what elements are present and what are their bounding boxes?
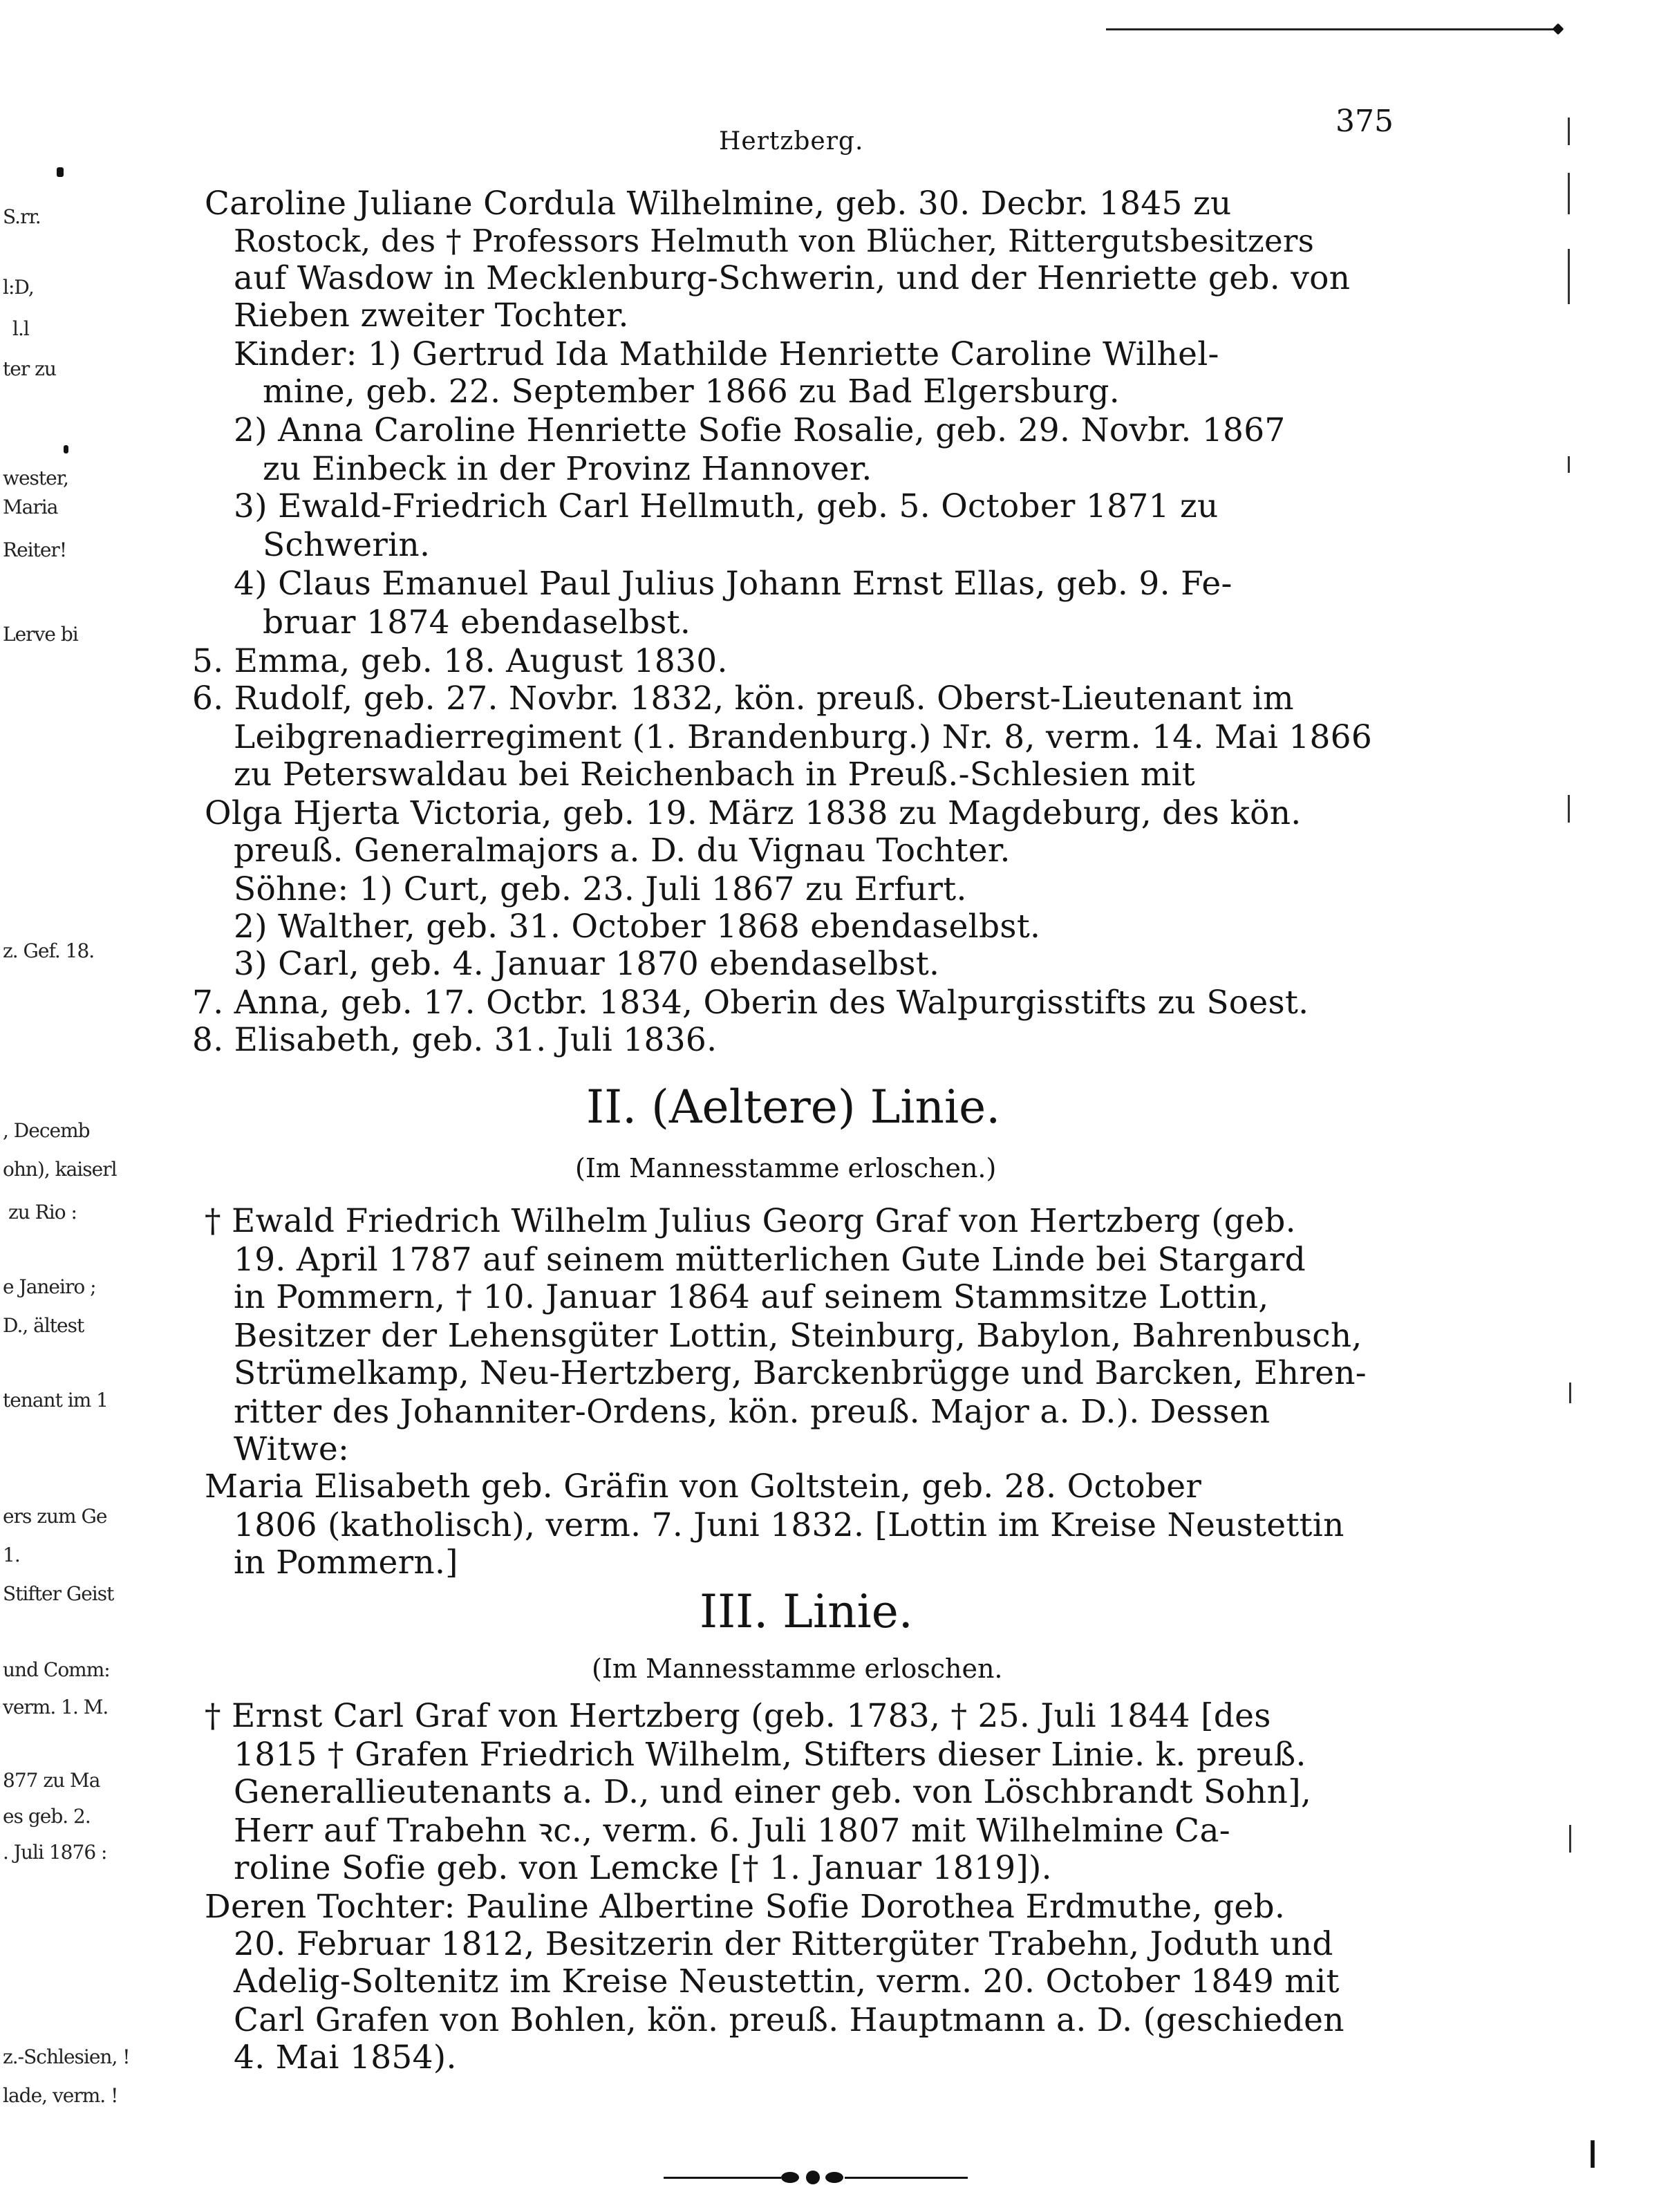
- text-line: 2) Anna Caroline Henriette Sofie Rosalie, geb. 29. Novbr. 1867: [234, 411, 1286, 449]
- margin-fragment: Maria: [3, 496, 58, 518]
- text-line: Maria Elisabeth geb. Gräfin von Goltstein, geb. 28. October: [205, 1468, 1202, 1506]
- margin-fragment: ers zum Ge: [3, 1505, 107, 1528]
- margin-fragment: , Decemb: [3, 1119, 90, 1142]
- edge-mark: [1569, 1382, 1571, 1403]
- text-line: 3) Ewald-Friedrich Carl Hellmuth, geb. 5. October 1871 zu: [234, 487, 1219, 525]
- text-line: 7. Anna, geb. 17. Octbr. 1834, Oberin des Walpurgisstifts zu Soest.: [192, 984, 1309, 1022]
- text-line: bruar 1874 ebendaselbst.: [263, 603, 691, 641]
- section-subheading: (Im Mannesstamme erloschen.): [575, 1153, 997, 1183]
- text-line: Herr auf Trabehn ꝛc., verm. 6. Juli 1807 mit Wilhelmine Ca-: [234, 1812, 1230, 1850]
- ink-dot: [64, 445, 68, 453]
- margin-fragment: lade, verm. !: [3, 2084, 118, 2107]
- running-head: Hertzberg.: [719, 127, 864, 156]
- margin-fragment: . Juli 1876 :: [3, 1841, 107, 1864]
- margin-fragment: 1.: [3, 1544, 20, 1566]
- text-line: 5. Emma, geb. 18. August 1830.: [192, 642, 728, 680]
- text-line: 6. Rudolf, geb. 27. Novbr. 1832, kön. preuß. Oberst-Lieutenant im: [192, 679, 1294, 718]
- top-rule: [1106, 28, 1555, 30]
- text-line: Witwe:: [234, 1430, 350, 1468]
- margin-fragment: Stifter Geist: [3, 1582, 114, 1605]
- edge-mark: [1568, 249, 1570, 304]
- margin-fragment: z. Gef. 18.: [3, 939, 95, 962]
- margin-fragment: S.rr.: [3, 205, 41, 228]
- margin-fragment: ohn), kaiserl: [3, 1158, 117, 1181]
- text-line: 1806 (katholisch), verm. 7. Juni 1832. [Lottin im Kreise Neustettin: [234, 1506, 1344, 1544]
- text-line: 1815 † Grafen Friedrich Wilhelm, Stifters dieser Linie. k. preuß.: [234, 1736, 1306, 1774]
- text-line: Rostock, des † Professors Helmuth von Blücher, Rittergutsbesitzers: [234, 223, 1315, 259]
- edge-mark: [1568, 118, 1570, 145]
- closing-ornament: [664, 2171, 968, 2184]
- top-rule-end: [1553, 24, 1564, 35]
- text-line: Deren Tochter: Pauline Albertine Sofie Dorothea Erdmuthe, geb.: [205, 1888, 1286, 1926]
- edge-mark: [1568, 456, 1570, 473]
- text-line: Schwerin.: [263, 526, 431, 564]
- text-line: Besitzer der Lehensgüter Lottin, Steinburg, Babylon, Bahrenbusch,: [234, 1317, 1362, 1355]
- text-line: Generallieutenants a. D., und einer geb. von Löschbrandt Sohn],: [234, 1773, 1312, 1811]
- edge-mark: [1569, 1825, 1571, 1853]
- section-subheading: (Im Mannesstamme erloschen.: [592, 1653, 1003, 1684]
- text-line: 19. April 1787 auf seinem mütterlichen Gute Linde bei Stargard: [234, 1241, 1306, 1279]
- text-line: Rieben zweiter Tochter.: [234, 297, 629, 335]
- margin-fragment: wester,: [3, 467, 68, 489]
- ink-dot: [57, 167, 64, 177]
- margin-fragment: Reiter!: [3, 538, 67, 561]
- text-line: Carl Grafen von Bohlen, kön. preuß. Hauptmann a. D. (geschieden: [234, 2001, 1344, 2039]
- margin-fragment: l.l: [12, 317, 29, 340]
- text-line: mine, geb. 22. September 1866 zu Bad Elgersburg.: [263, 373, 1120, 411]
- section-heading: II. (Aeltere) Linie.: [586, 1080, 1001, 1134]
- edge-mark: [1568, 173, 1570, 214]
- text-line: Caroline Juliane Cordula Wilhelmine, geb. 30. Decbr. 1845 zu: [205, 185, 1232, 223]
- text-line: 4) Claus Emanuel Paul Julius Johann Ernst Ellas, geb. 9. Fe-: [234, 565, 1232, 603]
- text-line: 20. Februar 1812, Besitzerin der Rittergüter Trabehn, Joduth und: [234, 1925, 1333, 1963]
- margin-fragment: tenant im 1: [3, 1389, 108, 1412]
- text-line: 8. Elisabeth, geb. 31. Juli 1836.: [192, 1021, 718, 1059]
- text-line: zu Peterswaldau bei Reichenbach in Preuß.-Schlesien mit: [234, 756, 1196, 794]
- margin-fragment: und Comm:: [3, 1658, 110, 1681]
- margin-fragment: zu Rio :: [8, 1201, 77, 1224]
- text-line: ritter des Johanniter-Ordens, kön. preuß. Major a. D.). Dessen: [234, 1393, 1271, 1431]
- page-number: 375: [1335, 104, 1394, 139]
- margin-fragment: es geb. 2.: [3, 1805, 91, 1828]
- margin-fragment: z.-Schlesien, !: [3, 2045, 130, 2068]
- text-line: roline Sofie geb. von Lemcke [† 1. Januar 1819]).: [234, 1849, 1052, 1887]
- margin-fragment: 877 zu Ma: [3, 1769, 100, 1792]
- margin-fragment: verm. 1. M.: [3, 1696, 109, 1718]
- margin-fragment: Lerve bi: [3, 623, 78, 646]
- margin-fragment: e Janeiro ;: [3, 1275, 96, 1298]
- corner-mark: ǀ: [1587, 2133, 1598, 2177]
- text-line: Kinder: 1) Gertrud Ida Mathilde Henriette Caroline Wilhel-: [234, 335, 1219, 373]
- text-line: Strümelkamp, Neu-Hertzberg, Barckenbrügge und Barcken, Ehren-: [234, 1354, 1367, 1392]
- text-line: 4. Mai 1854).: [234, 2038, 457, 2077]
- text-line: zu Einbeck in der Provinz Hannover.: [263, 450, 872, 488]
- text-line: Adelig-Soltenitz im Kreise Neustettin, verm. 20. October 1849 mit: [234, 1962, 1340, 2000]
- margin-fragment: ter zu: [3, 357, 56, 380]
- text-line: 3) Carl, geb. 4. Januar 1870 ebendaselbst.: [234, 945, 940, 983]
- text-line: 2) Walther, geb. 31. October 1868 ebendaselbst.: [234, 908, 1041, 946]
- margin-fragment: l:D,: [3, 276, 34, 299]
- text-line: Olga Hjerta Victoria, geb. 19. März 1838 zu Magdeburg, des kön.: [205, 794, 1302, 832]
- edge-mark: [1568, 795, 1570, 823]
- text-line: in Pommern, † 10. Januar 1864 auf seinem Stammsitze Lottin,: [234, 1278, 1269, 1316]
- text-line: in Pommern.]: [234, 1544, 458, 1582]
- text-line: † Ernst Carl Graf von Hertzberg (geb. 1783, † 25. Juli 1844 [des: [205, 1697, 1271, 1735]
- margin-fragment: D., ältest: [3, 1314, 84, 1337]
- text-line: † Ewald Friedrich Wilhelm Julius Georg Graf von Hertzberg (geb.: [205, 1202, 1296, 1240]
- text-line: auf Wasdow in Mecklenburg-Schwerin, und der Henriette geb. von: [234, 259, 1351, 297]
- section-heading: III. Linie.: [700, 1585, 913, 1638]
- text-line: Leibgrenadierregiment (1. Brandenburg.) Nr. 8, verm. 14. Mai 1866: [234, 718, 1373, 756]
- text-line: preuß. Generalmajors a. D. du Vignau Tochter.: [234, 832, 1011, 870]
- text-line: Söhne: 1) Curt, geb. 23. Juli 1867 zu Erfurt.: [234, 870, 967, 908]
